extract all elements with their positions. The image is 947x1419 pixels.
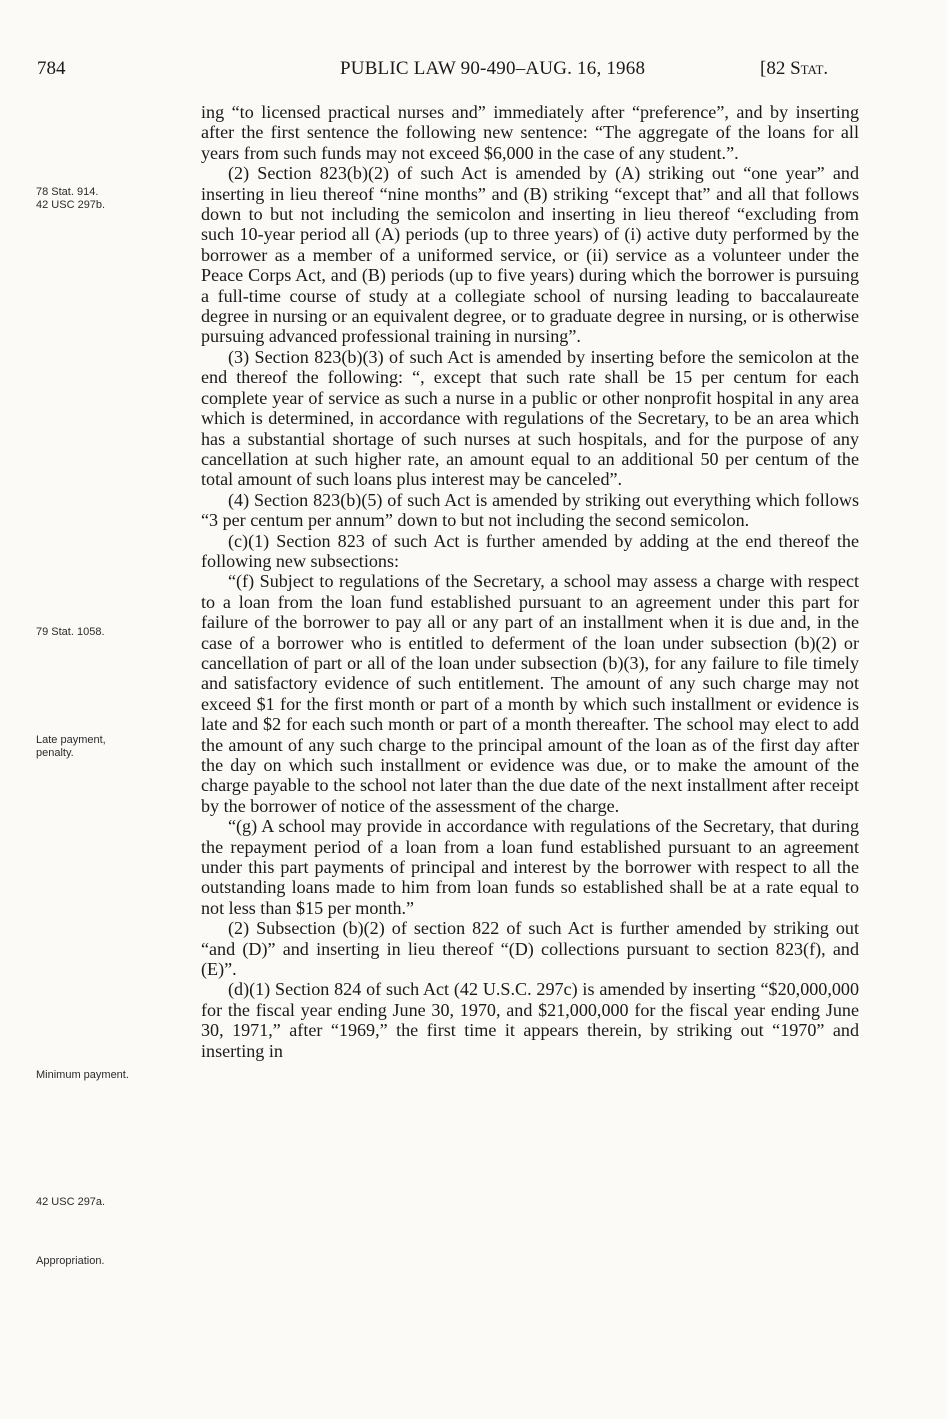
paragraph: (3) Section 823(b)(3) of such Act is amended by inserting before the semicolon at the end thereof the following: “, except that such rate shall be 15 per centum for each complete year of service as such a nurse in a public or other nonprofit hospital in any area which is determined, in accordance with regulations of the Secretary, to be an area which has a substantial shortage of such nurses at such hospitals, and for the purpose of any cancellation at such higher rate, an amount equal to an additional 50 per centum of the total amount of such loans plus interest may be canceled”. (201, 346, 859, 490)
paragraph: (d)(1) Section 824 of such Act (42 U.S.C. 297c) is amended by inserting “$20,000,000 for the fiscal year ending June 30, 1970, and $21,000,000 for the fiscal year ending June 30, 1971,” after “1969,” the first time it appears therein, by striking out “1970” and inserting in (201, 979, 859, 1061)
paragraph: (4) Section 823(b)(5) of such Act is amended by striking out everything which follows “3 per centum per annum” down to but not including the second semicolon. (201, 489, 859, 531)
margin-note: Late payment, penalty. (36, 734, 106, 759)
paragraph: (2) Section 823(b)(2) of such Act is amended by (A) striking out “one year” and inserting in lieu thereof “nine months” and (B) striking “except that” and all that follows down to but not including the semicolon and inserting in lieu thereof “excluding from such 10-year period all (A) periods (up to three years) of (i) active duty performed by the borrower as a member of a uniformed service, or (ii) service as a volunteer under the Peace Corps Act, and (B) periods (up to five years) during which the borrower is pursuing a full-time course of study at a collegiate school of nursing leading to baccalaureate degree in nursing or an equivalent degree, or to graduate degree in nursing, or is otherwise pursuing advanced professional training in nursing”. (201, 163, 859, 347)
paragraph: (c)(1) Section 823 of such Act is further amended by adding at the end thereof the following new subsections: (201, 530, 859, 571)
paragraph: “(g) A school may provide in accordance with regulations of the Secretary, that during the repayment period of a loan from a loan fund established pursuant to an agreement under this part payments of principal and interest by the borrower with respect to all the outstanding loans made to him from loan funds so established shall be at a rate equal to not less than $15 per month.” (201, 816, 859, 918)
margin-note: 42 USC 297a. (36, 1196, 106, 1208)
paragraph: “(f) Subject to regulations of the Secretary, a school may assess a charge with respect to a loan from the loan fund established pursuant to an agreement under this part for failure of the borrower to pay all or any part of an installment when it is due and, in the case of a borrower who is entitled to deferment of the loan under subsection (b)(2) or cancellation of part or all of the loan under subsection (b)(3), for any failure to file timely and satisfactory evidence of such entitlement. The amount of any such charge may not exceed $1 for the first month or part of a month by which such installment or evidence is late and $2 for each such month or part of a month thereafter. The school may elect to add the amount of any such charge to the principal amount of the loan as of the first day after the day on which such installment or evidence was due, or to make the amount of the charge payable to the school not later than the due date of the next installment after receipt by the borrower of notice of the assessment of the charge. (201, 571, 859, 816)
margin-note: 78 Stat. 914. (36, 186, 99, 198)
paragraph: ing “to licensed practical nurses and” immediately after “preference”, and by inserting after the first sentence the following new sentence: “The aggregate of the loans for all years from such funds may not exceed $6,000 in the case of any student.”. (201, 102, 859, 163)
paragraph: (2) Subsection (b)(2) of section 822 of such Act is further amended by striking out “and (D)” and inserting in lieu thereof “(D) collections pursuant to section 823(f), and (E)”. (201, 918, 859, 980)
margin-note: Minimum payment. (36, 1069, 129, 1081)
page-number: 784 (37, 58, 66, 79)
margin-note: Appropriation. (36, 1255, 105, 1267)
statute-reference: [82 Stat. (760, 58, 829, 79)
statute-body (201, 102, 859, 1061)
page-title: PUBLIC LAW 90-490–AUG. 16, 1968 (340, 58, 646, 79)
margin-note: 42 USC 297b. (36, 199, 106, 211)
margin-note: 79 Stat. 1058. (36, 626, 105, 638)
